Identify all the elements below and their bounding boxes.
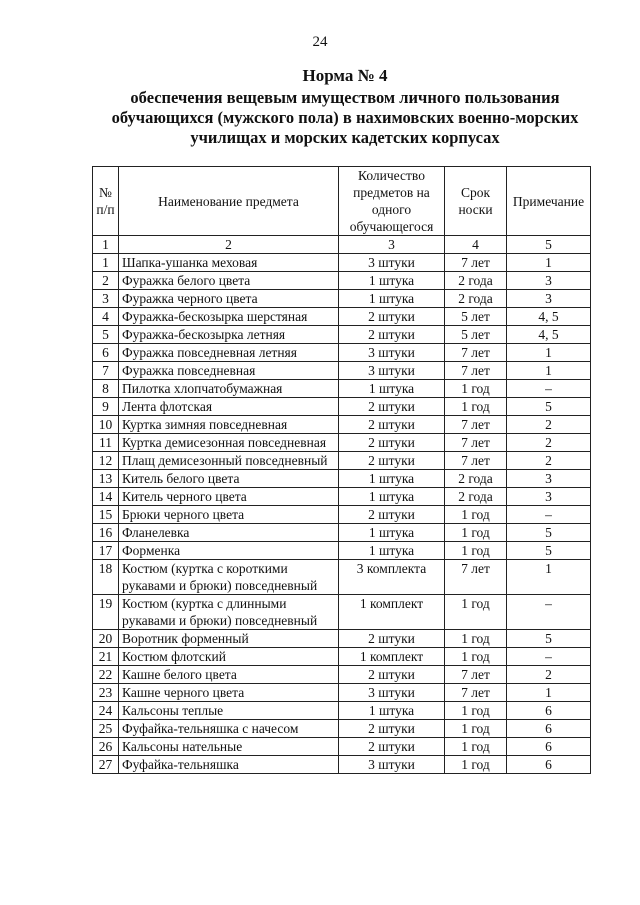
item-term: 1 год xyxy=(445,542,507,560)
item-quantity: 2 штуки xyxy=(339,630,445,648)
item-quantity: 1 штука xyxy=(339,702,445,720)
row-number: 21 xyxy=(93,648,119,666)
item-quantity: 1 комплект xyxy=(339,648,445,666)
item-note: – xyxy=(507,648,591,666)
item-note: 1 xyxy=(507,254,591,272)
item-note: 1 xyxy=(507,344,591,362)
item-quantity: 2 штуки xyxy=(339,720,445,738)
item-quantity: 3 штуки xyxy=(339,362,445,380)
item-note: 6 xyxy=(507,720,591,738)
item-name: Кальсоны теплые xyxy=(119,702,339,720)
item-quantity: 1 комплект xyxy=(339,595,445,630)
table-row xyxy=(93,720,591,738)
item-note: 3 xyxy=(507,470,591,488)
item-term: 1 год xyxy=(445,756,507,774)
row-number: 24 xyxy=(93,702,119,720)
item-note: 2 xyxy=(507,416,591,434)
item-quantity: 3 комплекта xyxy=(339,560,445,595)
item-quantity: 1 штука xyxy=(339,488,445,506)
row-number: 7 xyxy=(93,362,119,380)
table-row xyxy=(93,362,591,380)
item-name: Куртка зимняя повседневная xyxy=(119,416,339,434)
item-note: 6 xyxy=(507,756,591,774)
item-note: 2 xyxy=(507,666,591,684)
item-quantity: 2 штуки xyxy=(339,416,445,434)
item-term: 2 года xyxy=(445,470,507,488)
item-quantity: 2 штуки xyxy=(339,666,445,684)
item-quantity: 2 штуки xyxy=(339,506,445,524)
item-name: Костюм (куртка с длинными рукавами и брюки) повседневный xyxy=(119,595,339,630)
item-name: Кальсоны нательные xyxy=(119,738,339,756)
item-quantity: 2 штуки xyxy=(339,308,445,326)
table-row xyxy=(93,648,591,666)
row-number: 27 xyxy=(93,756,119,774)
item-note: – xyxy=(507,595,591,630)
item-term: 7 лет xyxy=(445,344,507,362)
row-number: 3 xyxy=(93,290,119,308)
item-name: Фуражка белого цвета xyxy=(119,272,339,290)
item-term: 7 лет xyxy=(445,560,507,595)
item-name: Брюки черного цвета xyxy=(119,506,339,524)
item-term: 7 лет xyxy=(445,452,507,470)
item-note: 1 xyxy=(507,684,591,702)
column-index-row xyxy=(93,236,591,254)
item-note: – xyxy=(507,506,591,524)
item-term: 2 года xyxy=(445,488,507,506)
table-row xyxy=(93,470,591,488)
header-term: Срок носки xyxy=(445,167,507,236)
row-number: 5 xyxy=(93,326,119,344)
row-number: 15 xyxy=(93,506,119,524)
column-index: 4 xyxy=(445,236,507,254)
item-term: 7 лет xyxy=(445,416,507,434)
item-term: 7 лет xyxy=(445,362,507,380)
row-number: 13 xyxy=(93,470,119,488)
item-quantity: 2 штуки xyxy=(339,326,445,344)
column-index: 2 xyxy=(119,236,339,254)
item-name: Кашне белого цвета xyxy=(119,666,339,684)
item-note: 6 xyxy=(507,702,591,720)
row-number: 19 xyxy=(93,595,119,630)
row-number: 17 xyxy=(93,542,119,560)
table-row xyxy=(93,630,591,648)
item-note: 1 xyxy=(507,560,591,595)
table-row xyxy=(93,326,591,344)
item-note: 4, 5 xyxy=(507,326,591,344)
table-row xyxy=(93,595,591,630)
item-name: Костюм (куртка с короткими рукавами и брюки) повседневный xyxy=(119,560,339,595)
column-index: 5 xyxy=(507,236,591,254)
table-row xyxy=(93,434,591,452)
item-quantity: 3 штуки xyxy=(339,756,445,774)
table-row xyxy=(93,542,591,560)
item-quantity: 3 штуки xyxy=(339,344,445,362)
table-row xyxy=(93,684,591,702)
table-row xyxy=(93,452,591,470)
table-row xyxy=(93,524,591,542)
page-number: 24 xyxy=(312,34,328,50)
row-number: 8 xyxy=(93,380,119,398)
item-term: 1 год xyxy=(445,738,507,756)
item-name: Фуражка-бескозырка шерстяная xyxy=(119,308,339,326)
item-term: 7 лет xyxy=(445,666,507,684)
item-note: 3 xyxy=(507,488,591,506)
item-term: 7 лет xyxy=(445,434,507,452)
item-name: Форменка xyxy=(119,542,339,560)
item-name: Китель белого цвета xyxy=(119,470,339,488)
table-row xyxy=(93,416,591,434)
item-name: Фланелевка xyxy=(119,524,339,542)
table-row xyxy=(93,488,591,506)
row-number: 9 xyxy=(93,398,119,416)
item-name: Воротник форменный xyxy=(119,630,339,648)
row-number: 11 xyxy=(93,434,119,452)
row-number: 26 xyxy=(93,738,119,756)
table-row xyxy=(93,398,591,416)
item-term: 1 год xyxy=(445,524,507,542)
item-name: Лента флотская xyxy=(119,398,339,416)
row-number: 14 xyxy=(93,488,119,506)
table-row xyxy=(93,344,591,362)
header-name: Наименование предмета xyxy=(119,167,339,236)
item-term: 2 года xyxy=(445,290,507,308)
item-note: – xyxy=(507,380,591,398)
item-name: Фуфайка-тельняшка с начесом xyxy=(119,720,339,738)
item-note: 3 xyxy=(507,272,591,290)
item-term: 2 года xyxy=(445,272,507,290)
item-quantity: 1 штука xyxy=(339,272,445,290)
item-term: 1 год xyxy=(445,398,507,416)
title-line-1: обеспечения вещевым имуществом личного пользования xyxy=(130,88,560,107)
item-note: 3 xyxy=(507,290,591,308)
item-note: 2 xyxy=(507,452,591,470)
row-number: 10 xyxy=(93,416,119,434)
item-note: 2 xyxy=(507,434,591,452)
row-number: 16 xyxy=(93,524,119,542)
row-number: 12 xyxy=(93,452,119,470)
table-row xyxy=(93,254,591,272)
item-term: 1 год xyxy=(445,648,507,666)
row-number: 1 xyxy=(93,254,119,272)
table-header-row xyxy=(93,167,591,236)
item-term: 7 лет xyxy=(445,684,507,702)
item-name: Плащ демисезонный повседневный xyxy=(119,452,339,470)
table-row xyxy=(93,738,591,756)
table-body xyxy=(93,254,591,774)
item-note: 4, 5 xyxy=(507,308,591,326)
item-note: 5 xyxy=(507,630,591,648)
item-name: Костюм флотский xyxy=(119,648,339,666)
column-index: 1 xyxy=(93,236,119,254)
item-term: 1 год xyxy=(445,506,507,524)
item-name: Фуфайка-тельняшка xyxy=(119,756,339,774)
row-number: 6 xyxy=(93,344,119,362)
item-name: Китель черного цвета xyxy=(119,488,339,506)
header-qty: Количество предметов на одного обучающегося xyxy=(339,167,445,236)
item-term: 5 лет xyxy=(445,308,507,326)
table-row xyxy=(93,702,591,720)
item-quantity: 2 штуки xyxy=(339,452,445,470)
title-line-2: обучающихся (мужского пола) в нахимовских военно-морских xyxy=(111,108,579,127)
item-note: 5 xyxy=(507,542,591,560)
item-quantity: 1 штука xyxy=(339,542,445,560)
item-name: Фуражка черного цвета xyxy=(119,290,339,308)
table-row xyxy=(93,290,591,308)
item-quantity: 1 штука xyxy=(339,290,445,308)
item-quantity: 1 штука xyxy=(339,524,445,542)
table-row xyxy=(93,272,591,290)
item-quantity: 1 штука xyxy=(339,380,445,398)
item-quantity: 3 штуки xyxy=(339,684,445,702)
item-note: 1 xyxy=(507,362,591,380)
header-num: № п/п xyxy=(93,167,119,236)
item-name: Фуражка повседневная xyxy=(119,362,339,380)
item-term: 1 год xyxy=(445,702,507,720)
item-term: 1 год xyxy=(445,380,507,398)
item-term: 1 год xyxy=(445,595,507,630)
table-row xyxy=(93,506,591,524)
item-quantity: 1 штука xyxy=(339,470,445,488)
item-name: Пилотка хлопчатобумажная xyxy=(119,380,339,398)
item-name: Куртка демисезонная повседневная xyxy=(119,434,339,452)
item-term: 1 год xyxy=(445,720,507,738)
table-row xyxy=(93,308,591,326)
item-name: Кашне черного цвета xyxy=(119,684,339,702)
table-row xyxy=(93,666,591,684)
item-name: Фуражка-бескозырка летняя xyxy=(119,326,339,344)
table-row xyxy=(93,756,591,774)
item-note: 6 xyxy=(507,738,591,756)
row-number: 23 xyxy=(93,684,119,702)
item-quantity: 2 штуки xyxy=(339,738,445,756)
norm-table xyxy=(92,166,591,774)
item-note: 5 xyxy=(507,524,591,542)
row-number: 2 xyxy=(93,272,119,290)
title-line-3: училищах и морских кадетских корпусах xyxy=(190,128,500,147)
column-index: 3 xyxy=(339,236,445,254)
item-term: 1 год xyxy=(445,630,507,648)
item-term: 5 лет xyxy=(445,326,507,344)
row-number: 20 xyxy=(93,630,119,648)
item-quantity: 2 штуки xyxy=(339,434,445,452)
document-title xyxy=(100,66,590,148)
item-name: Фуражка повседневная летняя xyxy=(119,344,339,362)
row-number: 25 xyxy=(93,720,119,738)
table-row xyxy=(93,380,591,398)
item-quantity: 3 штуки xyxy=(339,254,445,272)
row-number: 22 xyxy=(93,666,119,684)
item-name: Шапка-ушанка меховая xyxy=(119,254,339,272)
item-note: 5 xyxy=(507,398,591,416)
header-note: Примечание xyxy=(507,167,591,236)
row-number: 4 xyxy=(93,308,119,326)
table-row xyxy=(93,560,591,595)
norm-title: Норма № 4 xyxy=(302,66,388,85)
item-quantity: 2 штуки xyxy=(339,398,445,416)
item-term: 7 лет xyxy=(445,254,507,272)
row-number: 18 xyxy=(93,560,119,595)
